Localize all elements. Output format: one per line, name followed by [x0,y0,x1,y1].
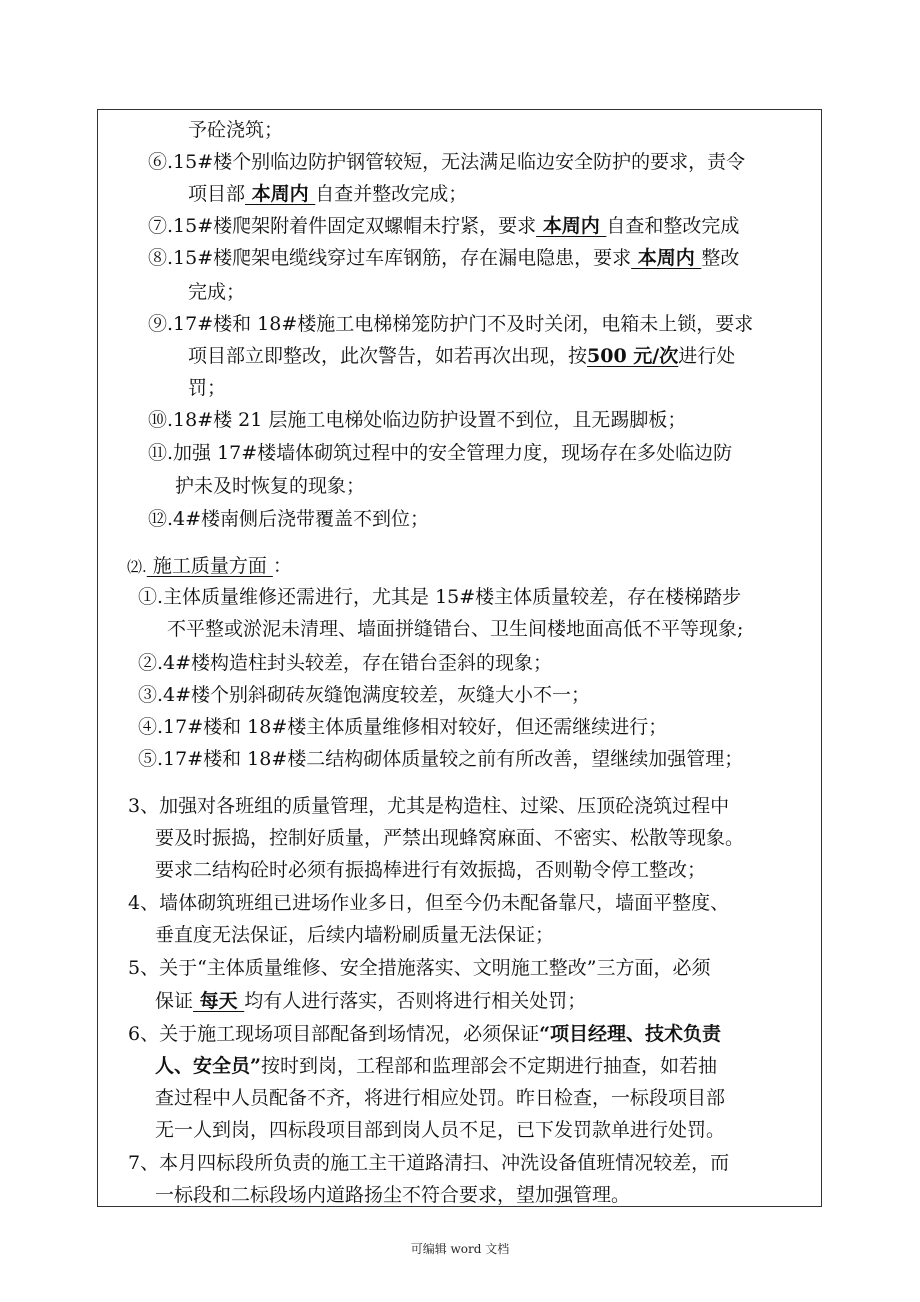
text-line: 要求二结构砼时必须有振捣棒进行有效振捣，否则勒令停工整改； [155,859,707,881]
text-line: 7、本月四标段所负责的施工主干道路清扫、冲洗设备值班情况较差，而 [128,1152,730,1174]
text-line: 要及时振捣，控制好质量，严禁出现蜂窝麻面、不密实、松散等现象。 [155,827,745,849]
text-line: 垂直度无法保证，后续内墙粉刷质量无法保证； [155,924,555,946]
text-line: ⑩.18#楼 21 层施工电梯处临边防护设置不到位，且无踢脚板； [148,409,687,431]
text-line: 不平整或淤泥未清理、墙面拼缝错台、卫生间楼地面高低不平等现象; [167,618,744,640]
text-line: ⑥.15#楼个别临边防护钢管较短，无法满足临边安全防护的要求，责令 [148,151,746,173]
text-line: 无一人到岗，四标段项目部到岗人员不足，已下发罚款单进行处罚。 [155,1119,726,1141]
text-line: ③.4#楼个别斜砌砖灰缝饱满度较差，灰缝大小不一； [138,684,591,706]
text-line: 护未及时恢复的现象； [175,475,366,497]
deadline-underline: 本周内 [245,183,316,205]
text-line: ①.主体质量维修还需进行，尤其是 15#楼主体质量较差，存在楼梯踏步 [138,586,742,608]
deadline-underline: 本周内 [631,247,702,269]
page-footer: 可编辑 word 文档 [410,1242,510,1256]
deadline-underline: 本周内 [536,215,607,237]
text-line: ⑪.加强 17#楼墙体砌筑过程中的安全管理力度，现场存在多处临边防 [148,442,733,464]
text-line: 罚； [188,377,227,399]
section-heading: ⑵. 施工质量方面 ： [127,555,292,577]
bold-roles: 人、安全员” [155,1055,261,1077]
text-line: 完成； [188,281,246,303]
text-line: 查过程中人员配备不齐，将进行相应处罚。昨日检查，一标段项目部 [155,1087,726,1109]
text-line: 6、关于施工现场项目部配备到场情况，必须保证“项目经理、技术负责 [128,1023,722,1045]
fine-amount: 500 元/次 [587,345,679,367]
bold-roles: “项目经理、技术负责 [539,1023,722,1045]
text-line: 5、关于“主体质量维修、安全措施落实、文明施工整改”三方面，必须 [128,957,711,979]
text-line: 项目部 本周内 自查并整改完成； [188,183,468,205]
text-line: ⑫.4#楼南侧后浇带覆盖不到位； [148,508,430,530]
text-line: ⑧.15#楼爬架电缆线穿过车库钢筋，存在漏电隐患，要求 本周内 整改 [148,247,740,269]
text-line: ⑦.15#楼爬架附着件固定双螺帽未拧紧，要求 本周内 自查和整改完成 [148,215,740,237]
text-line: ⑤.17#楼和 18#楼二结构砌体质量较之前有所改善，望继续加强管理； [138,748,744,770]
daily-underline: 每天 [193,990,245,1012]
text-line: 项目部立即整改，此次警告，如若再次出现，按500 元/次进行处 [188,345,736,367]
text-line: ④.17#楼和 18#楼主体质量维修相对较好，但还需继续进行； [138,716,668,738]
text-line: 4、墙体砌筑班组已进场作业多日，但至今仍未配备靠尺，墙面平整度、 [128,892,730,914]
text-line: 一标段和二标段场内道路扬尘不符合要求，望加强管理。 [155,1184,631,1206]
text-line: ⑨.17#楼和 18#楼施工电梯梯笼防护门不及时关闭，电箱未上锁，要求 [148,313,754,335]
text-line: 3、加强对各班组的质量管理，尤其是构造柱、过梁、压顶砼浇筑过程中 [128,795,730,817]
text-line: 人、安全员”按时到岗，工程部和监理部会不定期进行抽查，如若抽 [155,1055,717,1077]
text-line: ②.4#楼构造柱封头较差，存在错台歪斜的现象； [138,652,553,674]
text-line: 予砼浇筑； [188,119,284,141]
text-line: 保证 每天 均有人进行落实，否则将进行相关处罚； [155,990,587,1012]
